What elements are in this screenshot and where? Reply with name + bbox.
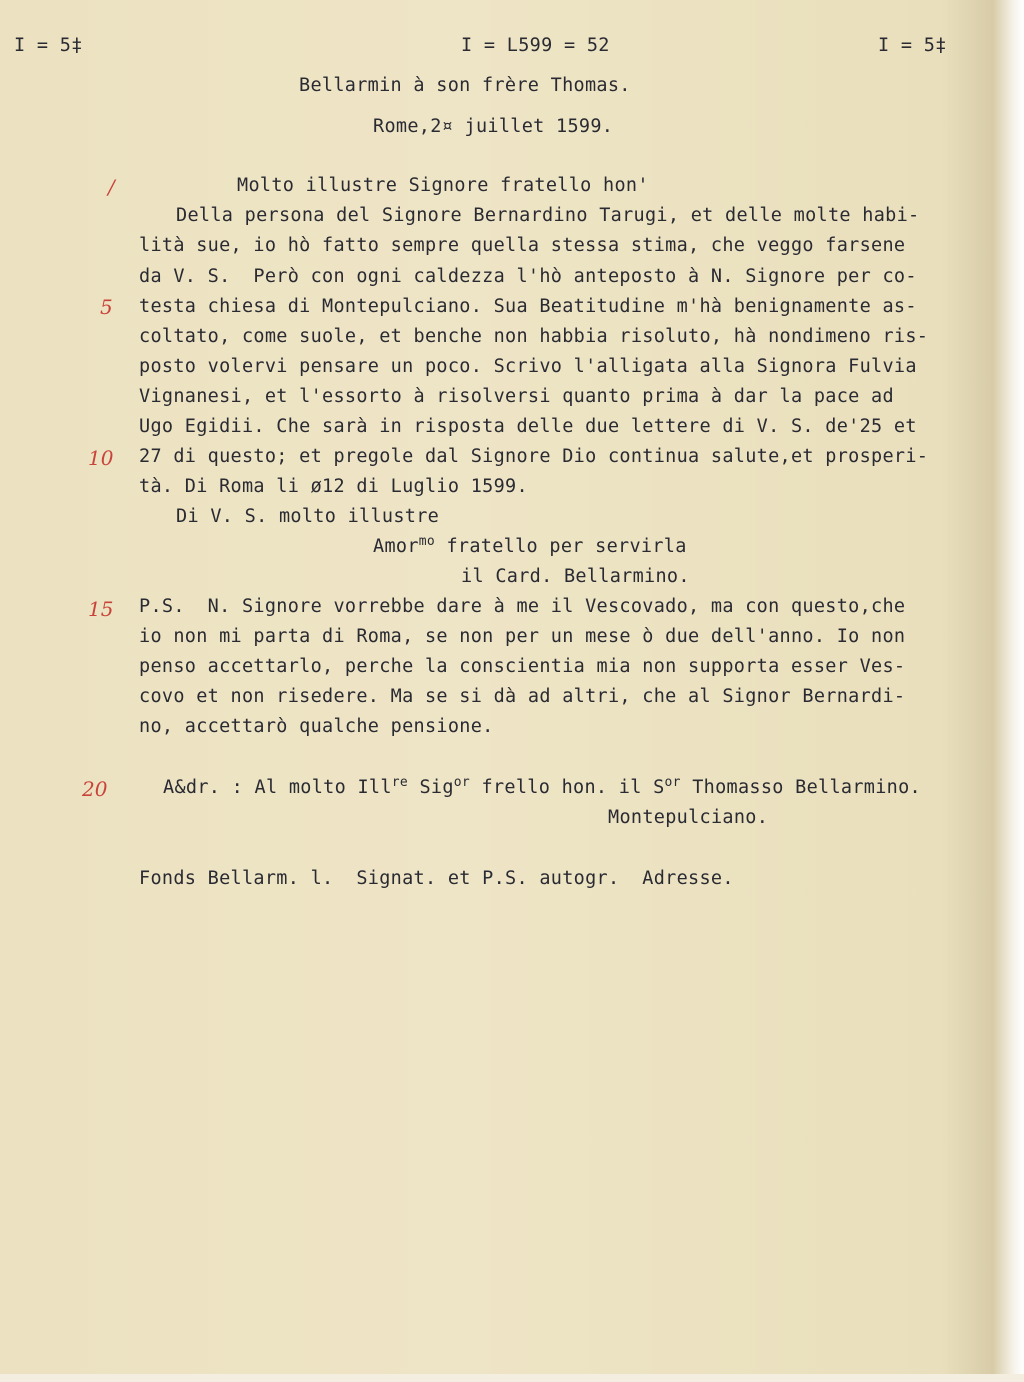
address-sup-1: re bbox=[391, 775, 409, 790]
margin-mark-5: 5 bbox=[100, 295, 113, 319]
letter-salutation: Molto illustre Signore fratello hon' bbox=[237, 175, 649, 196]
ps-line-3: penso accettarlo, perche la conscientia mia non supporta esser Ves- bbox=[139, 656, 906, 677]
letter-closing: Di V. S. molto illustre bbox=[176, 506, 440, 527]
ps-line-4: covo et non risedere. Ma se si dà ad altri, che al Signor Bernardi- bbox=[139, 686, 906, 707]
address-mid-2: frello hon. il S bbox=[470, 777, 665, 798]
address-mid-1: Sig bbox=[408, 777, 454, 798]
body-line-1: Della persona del Signore Bernardino Tarugi, et delle molte habi- bbox=[176, 205, 920, 226]
footer-note: Fonds Bellarm. l. Signat. et P.S. autogr. Adresse. bbox=[139, 868, 734, 889]
margin-mark-10: 10 bbox=[88, 446, 114, 470]
letter-signoff bbox=[373, 536, 687, 558]
address-prefix: A&dr. : Al molto Ill bbox=[163, 777, 392, 798]
address-sup-3: or bbox=[664, 775, 681, 790]
body-line-2: lità sue, io hò fatto sempre quella stessa stima, che veggo farsene bbox=[139, 235, 906, 256]
margin-mark-20: 20 bbox=[82, 777, 108, 801]
ps-line-2: io non mi parta di Roma, se non per un mese ò due dell'anno. Io non bbox=[139, 626, 906, 647]
ps-line-5: no, accettarò qualche pensione. bbox=[139, 716, 494, 737]
body-line-3: da V. S. Però con ogni caldezza l'hò anteposto à N. Signore per co- bbox=[139, 266, 917, 287]
header-left-ref: I = 5‡ bbox=[14, 35, 83, 56]
signoff-prefix: Amor bbox=[373, 536, 419, 557]
margin-mark-15: 15 bbox=[88, 597, 114, 621]
ps-line-1: P.S. N. Signore vorrebbe dare à me il Vescovado, ma con questo,che bbox=[139, 596, 906, 617]
body-line-8: Ugo Egidii. Che sarà in risposta delle due lettere di V. S. de'25 et bbox=[139, 416, 917, 437]
letter-signature: il Card. Bellarmino. bbox=[461, 566, 690, 587]
header-center-ref: I = L599 = 52 bbox=[461, 35, 610, 56]
address-rest: Thomasso Bellarmino. bbox=[680, 777, 921, 798]
body-line-4: testa chiesa di Montepulciano. Sua Beatitudine m'hà benignamente as- bbox=[139, 296, 917, 317]
body-line-7: Vignanesi, et l'essorto à risolversi quanto prima à dar la pace ad bbox=[139, 386, 894, 407]
header-right-ref: I = 5‡ bbox=[878, 35, 947, 56]
page-bottom-edge bbox=[0, 1374, 1024, 1382]
body-line-6: posto volervi pensare un poco. Scrivo l'alligata alla Signora Fulvia bbox=[139, 356, 917, 377]
signoff-rest: fratello per servirla bbox=[435, 536, 687, 557]
address-line bbox=[163, 777, 921, 799]
document-title: Bellarmin à son frère Thomas. bbox=[299, 75, 631, 96]
signoff-superscript: mo bbox=[418, 534, 436, 549]
body-line-5: coltato, come suole, et benche non habbia risoluto, hà nondimeno ris- bbox=[139, 326, 929, 347]
body-line-10: tà. Di Roma li ø12 di Luglio 1599. bbox=[139, 476, 528, 497]
address-place: Montepulciano. bbox=[608, 807, 769, 828]
address-sup-2: or bbox=[453, 775, 471, 790]
body-line-9: 27 di questo; et pregole dal Signore Dio continua salute,et prosperi- bbox=[139, 446, 929, 467]
document-date: Rome,2¤ juillet 1599. bbox=[373, 116, 614, 137]
margin-mark-1: / bbox=[108, 175, 115, 199]
